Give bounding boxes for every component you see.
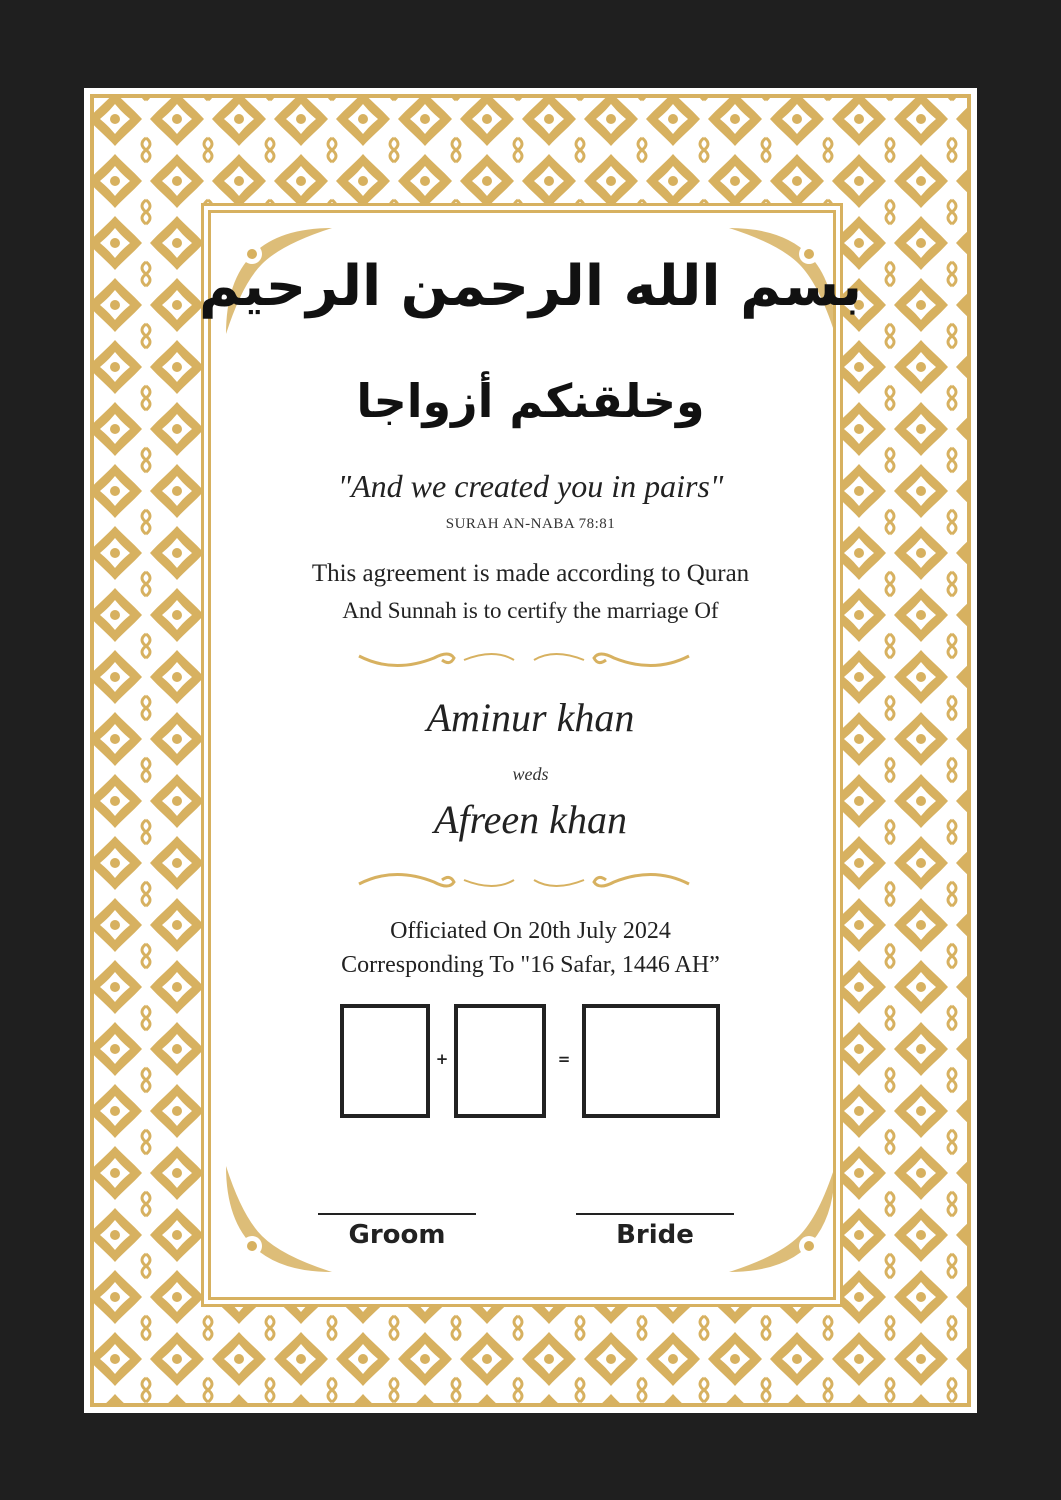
weds-text: weds — [512, 764, 549, 784]
bride-name: Afreen khan — [434, 797, 627, 842]
intro-line-1: This agreement is made according to Quran — [311, 560, 750, 587]
flourish-divider-bottom — [354, 866, 694, 896]
corner-ornament-bottom-left — [222, 1156, 342, 1276]
equals-sign: = — [557, 1050, 571, 1068]
intro-line-2: And Sunnah is to certify the marriage Of — [342, 598, 719, 623]
officiated-date: Officiated On 20th July 2024 — [390, 918, 671, 944]
certificate-paper — [84, 88, 977, 1413]
flourish-divider-top — [354, 644, 694, 674]
groom-name: Aminur khan — [426, 695, 635, 740]
joint-fingerprint-box[interactable] — [582, 1004, 720, 1118]
surah-reference: SURAH AN-NABA 78:81 — [445, 516, 616, 532]
groom-signature-line[interactable] — [318, 1213, 476, 1215]
ayah-calligraphy: وخلقنكم أزواجا — [356, 374, 705, 428]
ayah-translation: "And we created you in pairs" — [337, 468, 724, 504]
hijri-date: Corresponding To "16 Safar, 1446 AH” — [341, 952, 720, 978]
plus-sign: + — [435, 1050, 449, 1068]
groom-label: Groom — [348, 1220, 446, 1250]
bride-label: Bride — [616, 1220, 694, 1250]
bride-fingerprint-box[interactable] — [454, 1004, 546, 1118]
corner-ornament-bottom-right — [719, 1156, 839, 1276]
bride-signature-line[interactable] — [576, 1213, 734, 1215]
bismillah-calligraphy: بسم الله الرحمن الرحيم — [198, 254, 862, 319]
groom-fingerprint-box[interactable] — [340, 1004, 430, 1118]
